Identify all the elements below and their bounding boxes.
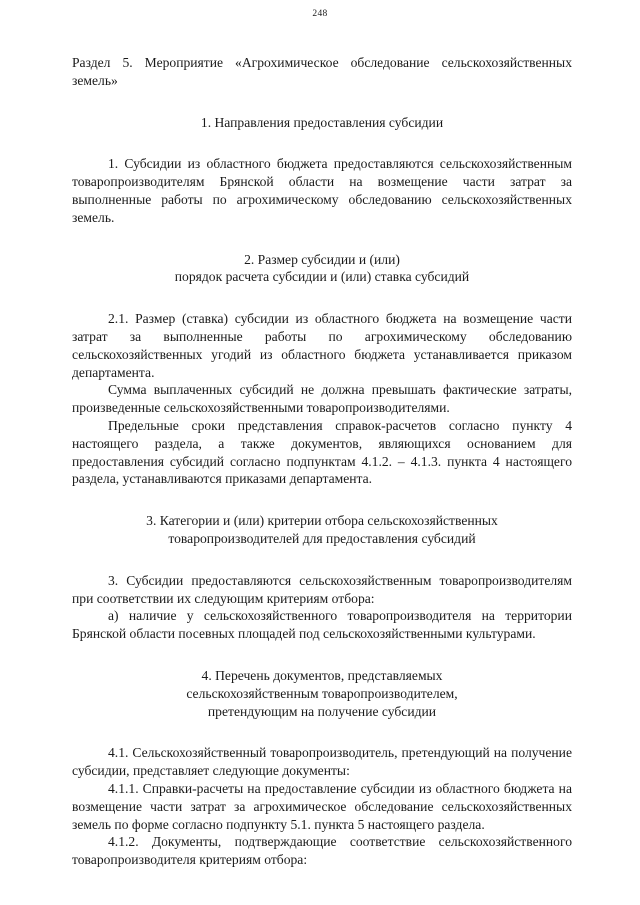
document-body xyxy=(72,54,572,869)
heading-line: 3. Категории и (или) критерии отбора сельскохозяйственных xyxy=(146,513,498,529)
paragraph: а) наличие у сельскохозяйственного товаропроизводителя на территории Брянской области посевных площадей под сельскохозяйственными культурами. xyxy=(72,608,572,642)
section-3-heading xyxy=(72,512,572,548)
heading-line: претендующим на получение субсидии xyxy=(207,703,437,719)
page-number: 248 xyxy=(312,9,328,19)
section-1-heading xyxy=(72,114,572,132)
heading-line: 4. Перечень документов, представляемых xyxy=(201,667,443,683)
spacer xyxy=(72,90,572,114)
paragraph: 1. Субсидии из областного бюджета предоставляются сельскохозяйственным товаропроизводителям Брянской области на возмещение части затрат за выполненные работы по агрохимическому обследованию сельскохозяйственных земель. xyxy=(72,156,572,225)
paragraph: Предельные сроки представления справок-расчетов согласно пункту 4 настоящего раздела, а также документов, являющихся основанием для предоставления субсидий согласно подпунктам 4.1.2. – 4.1.3. пункта 4 настоящего раздела, устанавливаются приказами департамента. xyxy=(72,417,572,487)
paragraph: 4.1. Сельскохозяйственный товаропроизводитель, претендующий на получение субсидии, представляет следующие документы: xyxy=(72,745,572,779)
section-4-heading xyxy=(72,667,572,720)
spacer xyxy=(72,488,572,512)
heading-line: порядок расчета субсидии и (или) ставка субсидий xyxy=(174,269,470,285)
spacer xyxy=(72,548,572,572)
paragraph: 3. Субсидии предоставляются сельскохозяйственным товаропроизводителям при соответствии их следующим критериям отбора: xyxy=(72,572,572,606)
section-title: Раздел 5. Мероприятие «Агрохимическое обследование сельскохозяйственных земель» xyxy=(72,55,572,88)
spacer xyxy=(72,720,572,744)
paragraph: Сумма выплаченных субсидий не должна превышать фактические затраты, произведенные сельскохозяйственными товаропроизводителями. xyxy=(72,382,572,416)
paragraph: 4.1.1. Справки-расчеты на предоставление субсидии из областного бюджета на возмещение части затрат за агрохимическое обследование сельскохозяйственных земель по форме согласно подпункту 5.1. пункта 5 настоящего раздела. xyxy=(72,780,572,832)
spacer xyxy=(72,286,572,310)
heading-line: 2. Размер субсидии и (или) xyxy=(244,251,400,267)
spacer xyxy=(72,643,572,667)
heading-line: 1. Направления предоставления субсидии xyxy=(200,114,444,130)
spacer xyxy=(72,227,572,251)
section-2-heading xyxy=(72,251,572,287)
heading-line: сельскохозяйственным товаропроизводителем, xyxy=(186,685,458,701)
heading-line: товаропроизводителей для предоставления субсидий xyxy=(168,530,476,546)
spacer xyxy=(72,131,572,155)
paragraph: 4.1.2. Документы, подтверждающие соответствие сельскохозяйственного товаропроизводителя критериям отбора: xyxy=(72,834,572,868)
paragraph: 2.1. Размер (ставка) субсидии из областного бюджета на возмещение части затрат за выполненные работы по агрохимическому обследованию сельскохозяйственных угодий из областного бюджета устанавливается приказом департамента. xyxy=(72,311,572,380)
